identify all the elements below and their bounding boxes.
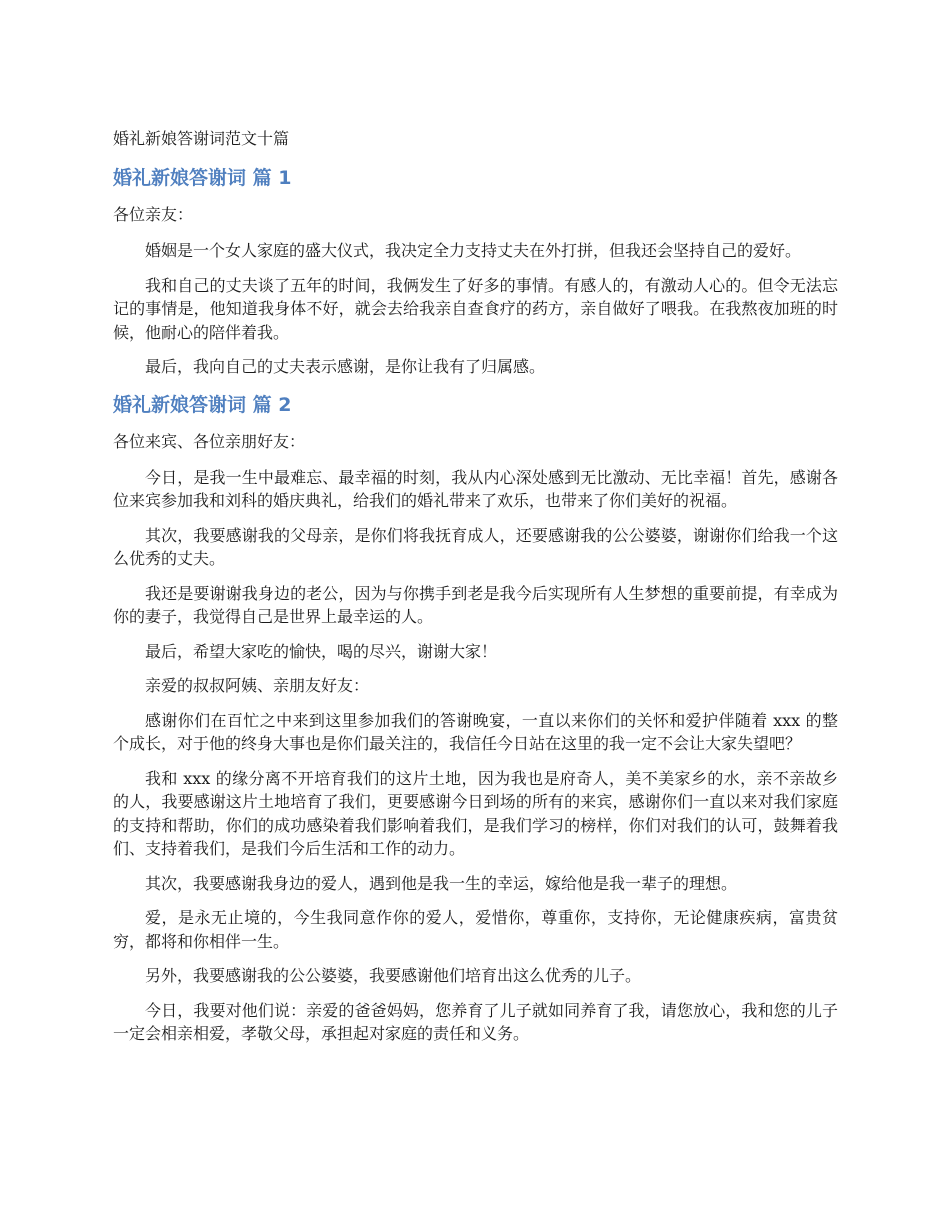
paragraph: 最后，希望大家吃的愉快，喝的尽兴，谢谢大家！ — [145, 641, 498, 661]
paragraph: 我和 xxx 的缘分离不开培育我们的这片土地，因为我也是府奇人，美不美家乡的水，亲不亲故乡的人，我要感谢这片土地培育了我们，更要感谢今日到场的所有的来宾，感谢你们一直以来对我们家庭的支持和帮助，你们的成功感染着我们影响着我们，是我们学习的榜样，你们对我们的认可，鼓舞着我们、支持着我们，是我们今后生活和工作的动力。 — [113, 768, 838, 858]
paragraph: 今日，我要对他们说：亲爱的爸爸妈妈，您养育了儿子就如同养育了我，请您放心，我和您的儿子一定会相亲相爱，孝敬父母，承担起对家庭的责任和义务。 — [113, 1000, 838, 1043]
paragraph: 另外，我要感谢我的公公婆婆，我要感谢他们培育出这么优秀的儿子。 — [145, 966, 642, 985]
salutation: 各位来宾、各位亲朋好友： — [113, 431, 306, 451]
paragraph: 亲爱的叔叔阿姨、亲朋友好友： — [145, 676, 370, 695]
paragraph: 其次，我要感谢我身边的爱人，遇到他是我一生的幸运，嫁给他是我一辈子的理想。 — [145, 873, 738, 893]
section-2 — [113, 390, 838, 1046]
paragraph: 我和自己的丈夫谈了五年的时间，我俩发生了好多的事情。有感人的，有激动人心的。但令无法忘记的事情是，他知道我身体不好，就会去给我亲自查食疗的药方，亲自做好了喂我。在我熬夜加班的时候，他耐心的陪伴着我。 — [113, 275, 838, 342]
paragraph: 今日，是我一生中最难忘、最幸福的时刻，我从内心深处感到无比激动、无比幸福！首先，感谢各位来宾参加我和刘科的婚庆典礼，给我们的婚礼带来了欢乐，也带来了你们美好的祝福。 — [113, 467, 838, 510]
section-1 — [113, 163, 838, 379]
paragraph: 其次，我要感谢我的父母亲，是你们将我抚育成人，还要感谢我的公公婆婆，谢谢你们给我一个这么优秀的丈夫。 — [113, 525, 838, 568]
paragraph: 最后，我向自己的丈夫表示感谢，是你让我有了归属感。 — [145, 357, 546, 376]
paragraph: 我还是要谢谢我身边的老公，因为与你携手到老是我今后实现所有人生梦想的重要前提，有幸成为你的妻子，我觉得自己是世界上最幸运的人。 — [113, 583, 838, 626]
salutation: 各位亲友： — [113, 205, 194, 224]
paragraph: 婚姻是一个女人家庭的盛大仪式，我决定全力支持丈夫在外打拼，但我还会坚持自己的爱好。 — [145, 241, 802, 260]
section-heading: 婚礼新娘答谢词 篇 2 — [113, 393, 292, 416]
section-heading: 婚礼新娘答谢词 篇 1 — [113, 167, 292, 189]
document-title: 婚礼新娘答谢词范文十篇 — [113, 129, 290, 148]
paragraph: 感谢你们在百忙之中来到这里参加我们的答谢晚宴，一直以来你们的关怀和爱护伴随着 xxx 的整个成长，对于他的终身大事也是你们最关注的，我信任今日站在这里的我一定不会让大家失望吧？ — [113, 710, 838, 753]
paragraph: 爱，是永无止境的，今生我同意作你的爱人，爱惜你，尊重你，支持你，无论健康疾病，富贵贫穷，都将和你相伴一生。 — [113, 908, 838, 951]
